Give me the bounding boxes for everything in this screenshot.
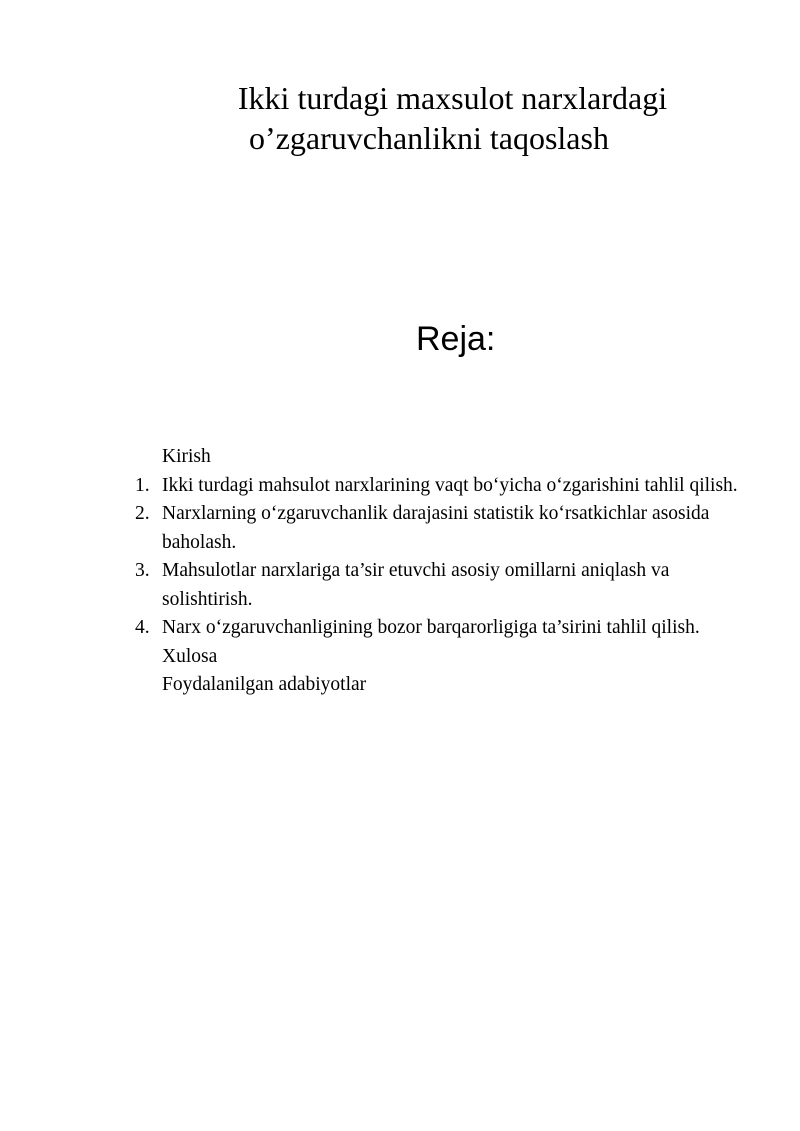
plan-item xyxy=(0,500,800,557)
plan-references: Foydalanilgan adabiyotlar xyxy=(162,674,367,695)
plan-item-text: Ikki turdagi mahsulot narxlarining vaqt bo‘yicha o‘zgarishini tahlil qilish. xyxy=(162,474,738,496)
plan-item xyxy=(0,557,800,614)
plan-list xyxy=(0,472,800,643)
plan-item xyxy=(0,614,800,643)
plan-item xyxy=(0,472,800,501)
plan-item-text: Mahsulotlar narxlariga ta’sir etuvchi asosiy omillarni aniqlash va solishtirish. xyxy=(162,560,670,610)
plan-item-number: 1. xyxy=(135,474,150,496)
plan-conclusion: Xulosa xyxy=(162,645,218,667)
plan-heading: Reja: xyxy=(416,320,496,358)
plan-item-text: Narx o‘zgaruvchanligining bozor barqarorligiga ta’sirini tahlil qilish. xyxy=(162,617,700,638)
plan-section xyxy=(0,443,800,700)
plan-intro: Kirish xyxy=(162,446,211,467)
plan-item-text: Narxlarning o‘zgaruvchanlik darajasini statistik ko‘rsatkichlar asosida baholash. xyxy=(162,503,710,553)
plan-item-number: 4. xyxy=(135,617,150,638)
plan-item-number: 3. xyxy=(135,560,150,581)
document-title xyxy=(0,78,800,158)
title-line-1: Ikki turdagi maxsulot narxlardagi xyxy=(237,80,668,116)
title-line-2: o’zgaruvchanlikni taqoslash xyxy=(249,120,609,156)
plan-item-number: 2. xyxy=(135,503,150,524)
